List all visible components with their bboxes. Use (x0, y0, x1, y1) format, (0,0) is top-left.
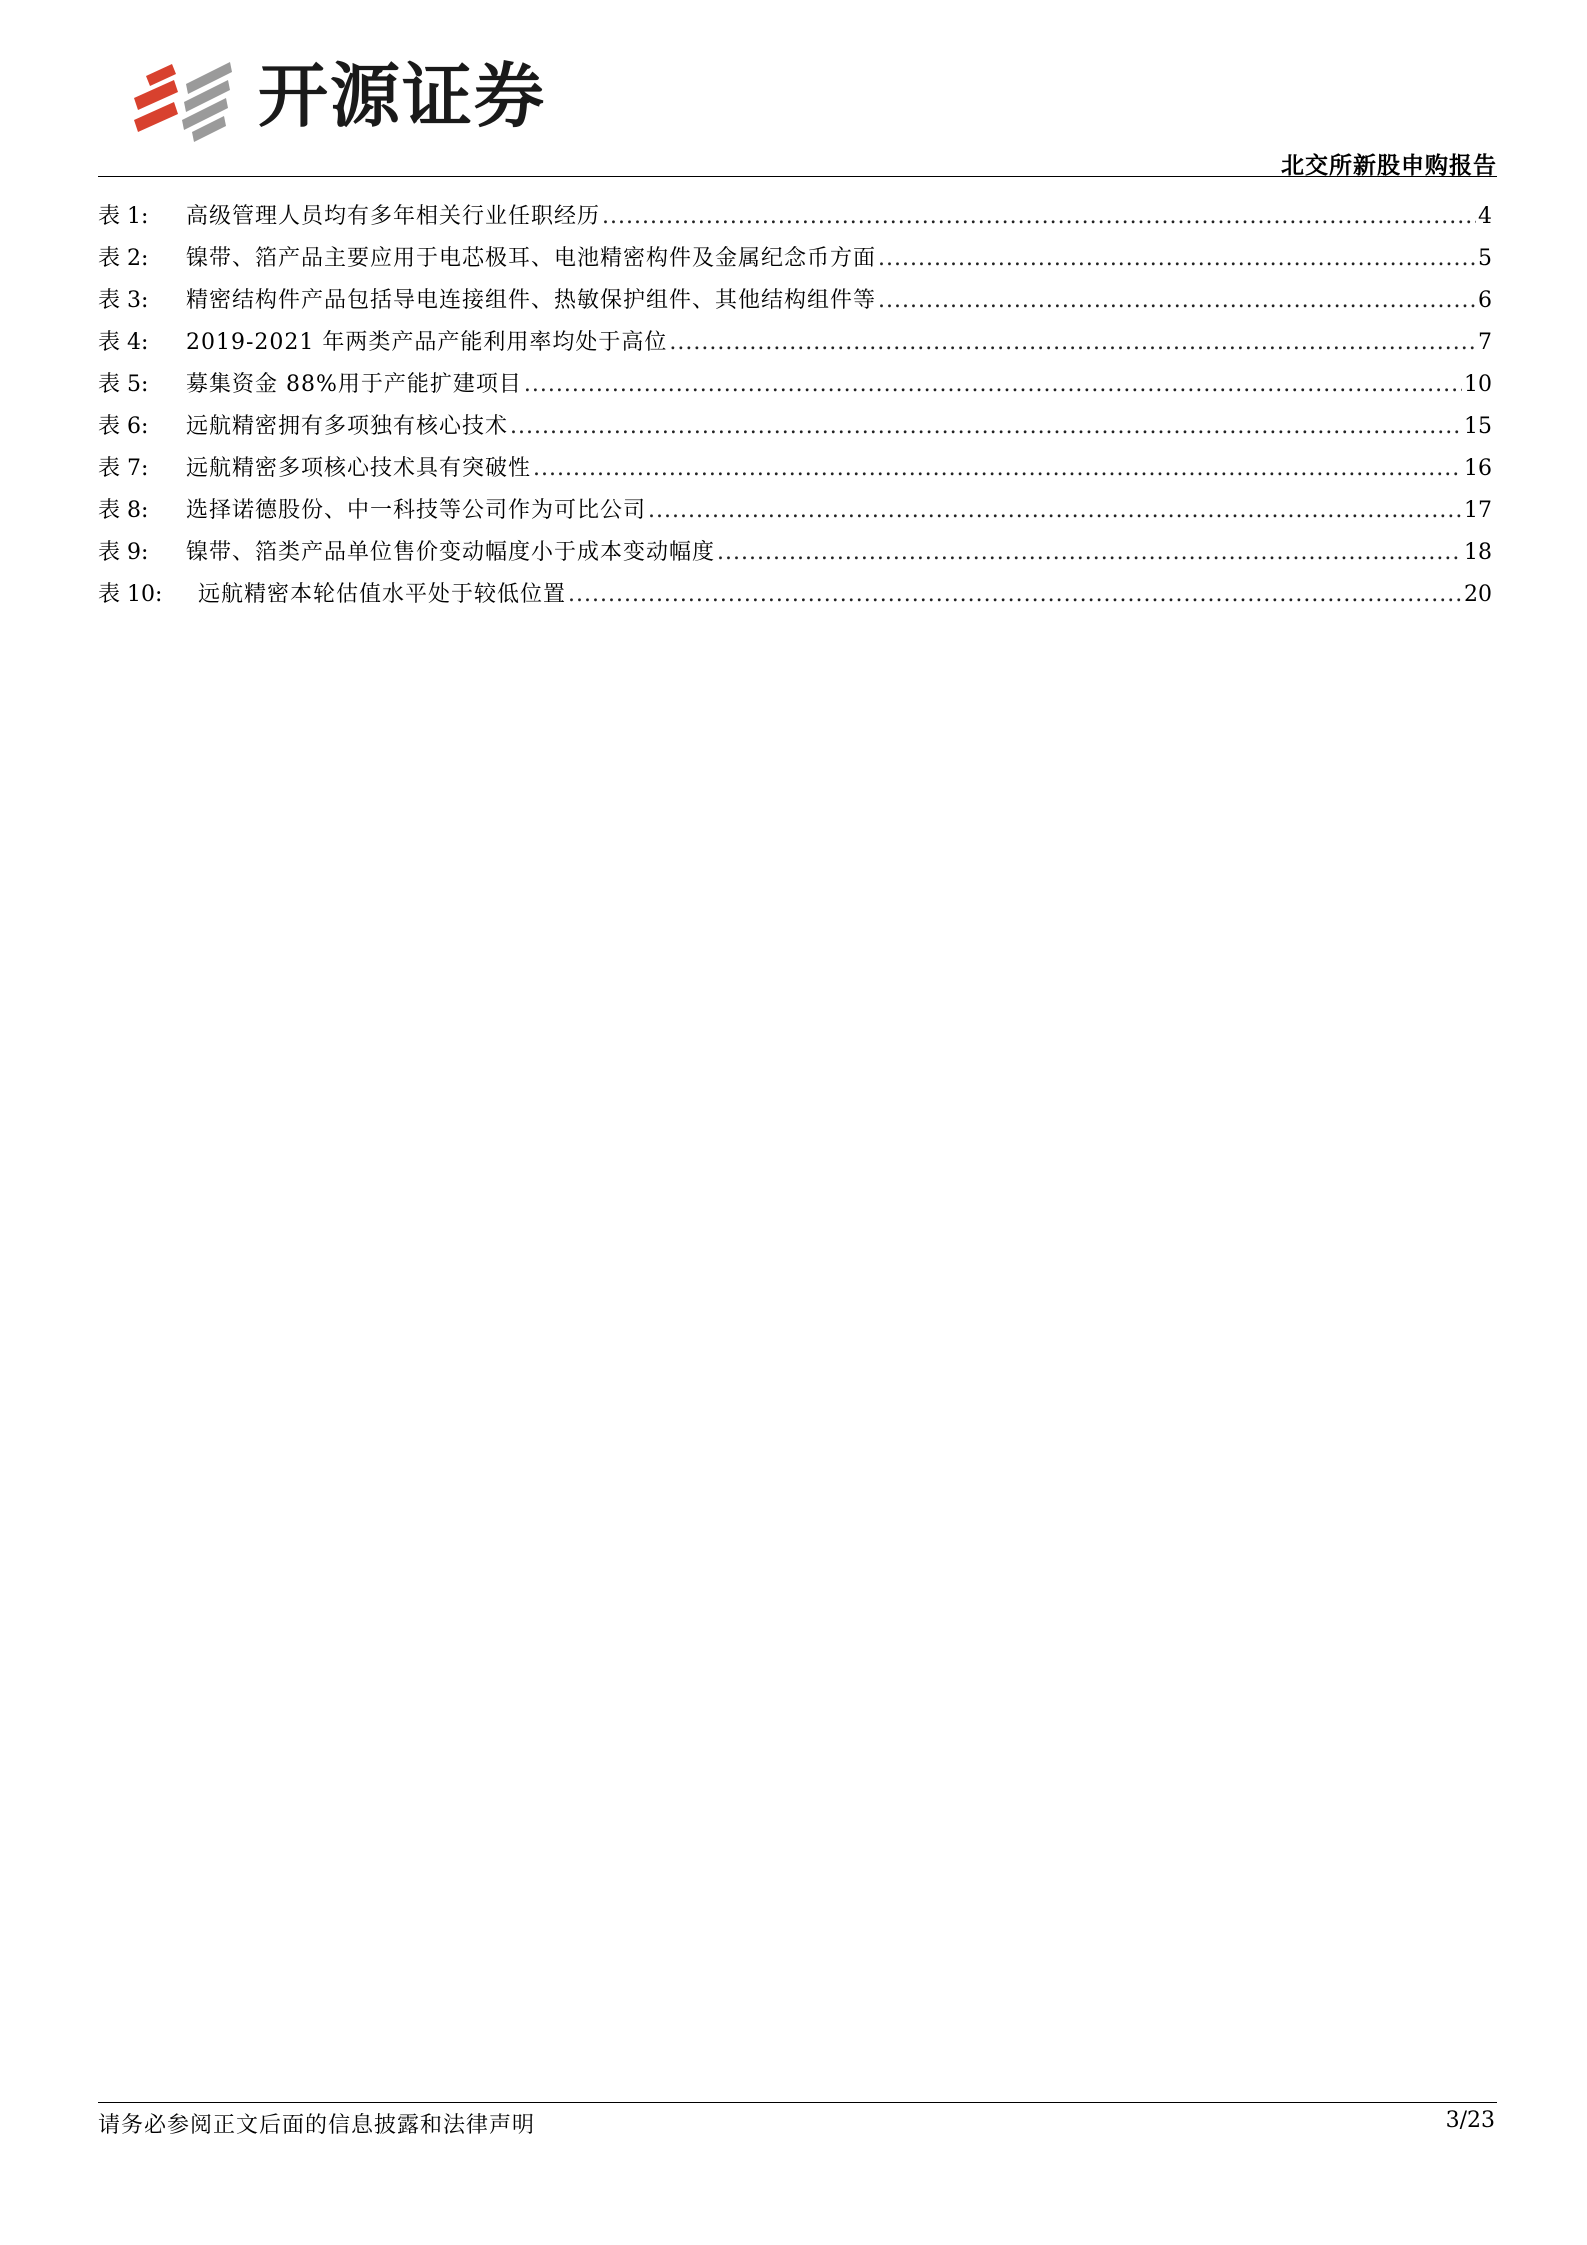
brand-logo (132, 50, 546, 142)
toc-label: 表 6: (98, 414, 149, 439)
brand-logo-icon (132, 50, 238, 142)
toc-title: 2019-2021 年两类产品产能利用率均处于高位 (186, 330, 668, 355)
toc-title: 选择诺德股份、中一科技等公司作为可比公司 (186, 498, 647, 523)
toc-page: 15 (1464, 414, 1492, 439)
toc-item[interactable] (98, 448, 1492, 490)
toc-page: 5 (1478, 246, 1492, 271)
toc-page: 4 (1478, 204, 1492, 229)
toc-page: 7 (1478, 330, 1492, 355)
table-of-tables (98, 196, 1492, 616)
toc-page: 18 (1464, 540, 1492, 565)
toc-page: 6 (1478, 288, 1492, 313)
toc-label: 表 4: (98, 330, 149, 355)
toc-leader (533, 448, 1462, 490)
toc-leader (648, 490, 1462, 532)
toc-title: 远航精密本轮估值水平处于较低位置 (198, 582, 567, 607)
toc-item[interactable] (98, 322, 1492, 364)
toc-label: 表 7: (98, 456, 149, 481)
toc-page: 10 (1464, 372, 1492, 397)
toc-item[interactable] (98, 532, 1492, 574)
toc-label: 表 8: (98, 498, 149, 523)
header-divider (98, 176, 1497, 177)
toc-title: 远航精密多项核心技术具有突破性 (186, 456, 532, 481)
toc-label: 表 3: (98, 288, 149, 313)
toc-title: 募集资金 88%用于产能扩建项目 (186, 372, 522, 397)
toc-leader (510, 406, 1462, 448)
toc-page: 16 (1464, 456, 1492, 481)
toc-item[interactable] (98, 364, 1492, 406)
toc-leader (568, 574, 1462, 616)
toc-leader (524, 364, 1462, 406)
brand-name: 开源证券 (258, 55, 546, 137)
page-number: 3/23 (1445, 2108, 1495, 2133)
toc-item[interactable] (98, 238, 1492, 280)
footer-divider (98, 2102, 1497, 2103)
toc-item[interactable] (98, 574, 1492, 616)
toc-item[interactable] (98, 406, 1492, 448)
toc-page: 20 (1464, 582, 1492, 607)
toc-title: 镍带、箔产品主要应用于电芯极耳、电池精密构件及金属纪念币方面 (186, 246, 877, 271)
toc-item[interactable] (98, 196, 1492, 238)
footer-disclaimer: 请务必参阅正文后面的信息披露和法律声明 (98, 2113, 536, 2138)
toc-page: 17 (1464, 498, 1492, 523)
toc-item[interactable] (98, 490, 1492, 532)
toc-leader (878, 238, 1476, 280)
toc-leader (669, 322, 1476, 364)
report-type: 北交所新股申购报告 (1281, 153, 1497, 179)
toc-leader (878, 280, 1476, 322)
toc-item[interactable] (98, 280, 1492, 322)
toc-label: 表 5: (98, 372, 149, 397)
toc-title: 镍带、箔类产品单位售价变动幅度小于成本变动幅度 (186, 540, 716, 565)
toc-label: 表 9: (98, 540, 149, 565)
toc-title: 远航精密拥有多项独有核心技术 (186, 414, 509, 439)
toc-label: 表 2: (98, 246, 149, 271)
toc-leader (602, 196, 1476, 238)
toc-label: 表 10: (98, 582, 163, 607)
toc-leader (717, 532, 1462, 574)
toc-title: 高级管理人员均有多年相关行业任职经历 (186, 204, 601, 229)
toc-title: 精密结构件产品包括导电连接组件、热敏保护组件、其他结构组件等 (186, 288, 877, 313)
toc-label: 表 1: (98, 204, 149, 229)
